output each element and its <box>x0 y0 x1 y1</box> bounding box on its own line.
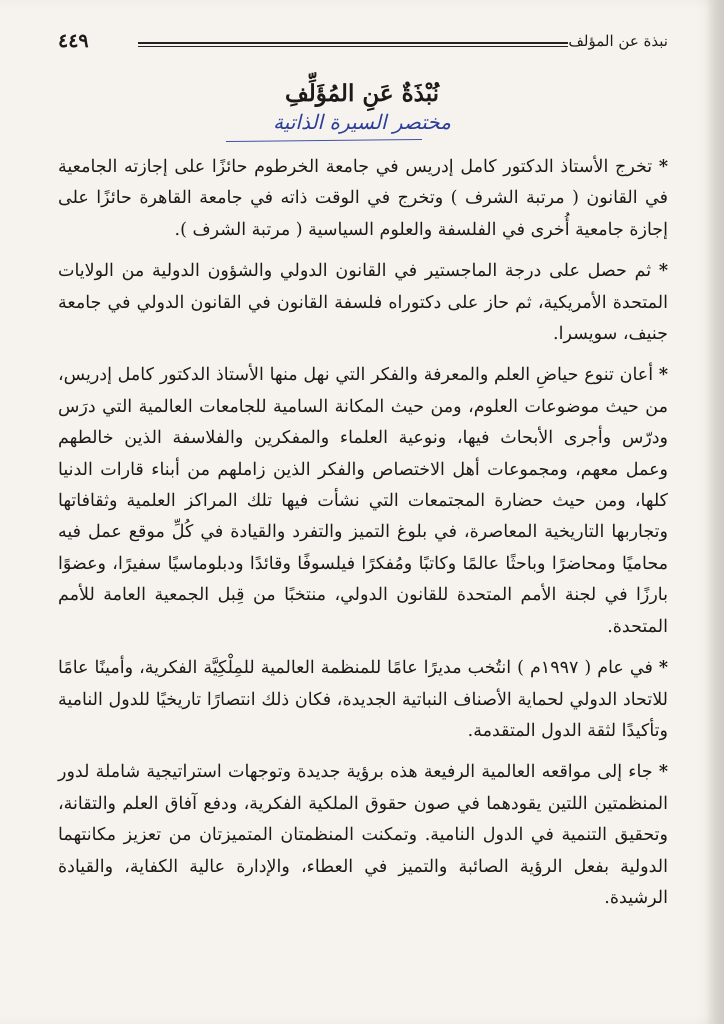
paragraph <box>58 653 668 747</box>
paragraph-text: جاء إلى مواقعه العالمية الرفيعة هذه برؤية جديدة وتوجهات استراتيجية شاملة لدور المنظمتين اللتين يقودهما في صون حقوق الملكية الفكرية، ودفع آفاق العلم والتقانة، وتحقيق التنمية في الدول النامية. وتمكنت المنظمتان المتميزتان من تعزيز مكانتهما الدولية بفعل الرؤية الصائبة والتميز في العطاء، والإدارة عالية الكفاية، والقيادة الرشيدة. <box>58 762 668 908</box>
paragraph <box>58 360 668 643</box>
handwritten-underline <box>226 139 422 142</box>
bullet-star: * <box>658 157 668 177</box>
paragraph <box>58 256 668 350</box>
page-number: ٤٤٩ <box>58 30 89 52</box>
page-spine-shadow <box>706 0 724 1024</box>
handwritten-annotation: مختصر السيرة الذاتية <box>273 110 451 134</box>
paragraph <box>58 757 668 914</box>
section-title: نُبْذَةٌ عَنِ المُؤَلِّفِ <box>284 80 440 107</box>
paragraph-text: أعان تنوع حياضِ العلم والمعرفة والفكر التي نهل منها الأستاذ الدكتور كامل إدريس، من حيث موضوعات العلوم، ومن حيث المكانة السامية للجامعات العالمية التي درَس ودرّس وأجرى الأبحاث فيها، ونوعية العلماء والمفكرين والفلاسفة الذين خالطهم وعمل معهم، ومجموعات أهل الاختصاص والفكر الذين زاملهم من أبناء قارات الدنيا كلها، ومن حيث حضارة المجتمعات التي نشأت فيها تلك المراكز العلمية وثقافاتها وتجاربها التاريخية المعاصرة، في بلوغ التميز والتفرد والقيادة في كُلِّ موقع عمل فيه محاميًا ومحاضرًا وباحثًا عالمًا وكاتبًا ومُفكرًا فيلسوفًا وقائدًا ودبلوماسيًا سفيرًا، وعضوًا بارزًا في لجنة الأمم المتحدة للقانون الدولي، منتخبًا من قِبل الجمعية العامة للأمم المتحدة. <box>58 365 668 637</box>
body-text <box>58 152 668 924</box>
bullet-star: * <box>658 365 668 386</box>
running-header <box>58 30 668 60</box>
bullet-star: * <box>658 658 668 679</box>
bullet-star: * <box>658 261 668 282</box>
bullet-star: * <box>658 762 668 783</box>
paragraph-text: في عام ( ١٩٩٧م ) انتُخب مديرًا عامًا للمنظمة العالمية للمِلْكِيَّة الفكرية، وأمينًا عامًا للاتحاد الدولي لحماية الأصناف النباتية الجديدة، فكان ذلك انتصارًا تاريخيًا للدول النامية وتأكيدًا لثقة الدول المتقدمة. <box>58 658 668 741</box>
paragraph-text: تخرج الأستاذ الدكتور كامل إدريس في جامعة الخرطوم حائزًا على إجازته الجامعية في القانون ( مرتبة الشرف ) وتخرج في الوقت ذاته في جامعة القاهرة حائزًا على إجازة جامعية أُخرى في الفلسفة والعلوم السياسية ( مرتبة الشرف ). <box>58 157 668 240</box>
header-rule <box>138 42 568 47</box>
running-header-title: نبذة عن المؤلف <box>568 32 668 50</box>
paragraph <box>58 152 668 246</box>
paragraph-text: ثم حصل على درجة الماجستير في القانون الدولي والشؤون الدولية من الولايات المتحدة الأمريكية، ثم حاز على دكتوراه فلسفة القانون في القانون الدولي في جامعة جنيف، سويسرا. <box>58 261 668 345</box>
